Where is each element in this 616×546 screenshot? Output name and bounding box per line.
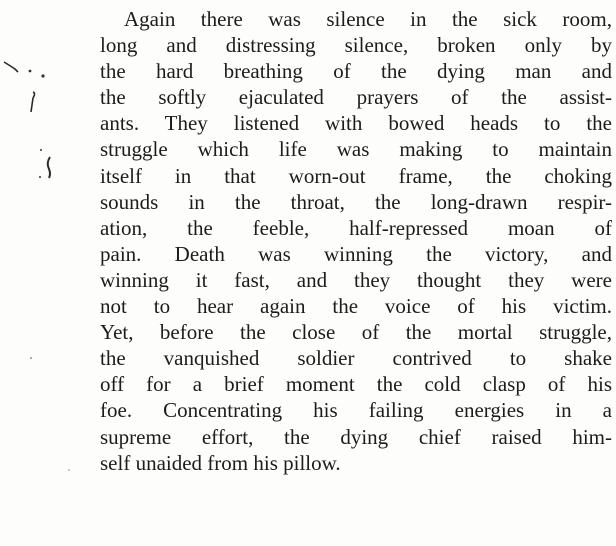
text-line: itself in that worn-out frame, the choking [100, 163, 612, 188]
text-line: winning it fast, and they thought they were [100, 267, 612, 292]
text-line: the hard breathing of the dying man and [100, 59, 612, 84]
ink-speck-mark [31, 92, 35, 112]
ink-speck-mark [4, 62, 18, 72]
margin-marks [0, 0, 80, 546]
text-line: not to hear again the voice of his victim. [100, 294, 612, 319]
text-line: Yet, before the close of the mortal struggle, [100, 320, 612, 345]
ink-speck-dot [39, 176, 41, 178]
text-line: sounds in the throat, the long-drawn respir- [100, 189, 612, 214]
text-line: long and distressing silence, broken only by [100, 33, 612, 58]
text-line: pain. Death was winning the victory, and [100, 241, 612, 266]
text-line: the vanquished soldier contrived to shake [100, 346, 612, 371]
body-paragraph [100, 6, 612, 476]
ink-speck-dot [68, 469, 70, 471]
text-line: supreme effort, the dying chief raised him- [100, 424, 612, 449]
text-line: off for a brief moment the cold clasp of his [100, 372, 612, 397]
ink-speck-dot [41, 74, 44, 77]
ink-speck-dot [30, 357, 32, 359]
text-line: foe. Concentrating his failing energies in a [100, 398, 612, 423]
ink-speck-mark [48, 157, 50, 178]
text-line: the softly ejaculated prayers of the assist- [100, 85, 612, 110]
text-line: struggle which life was making to maintain [100, 137, 612, 162]
text-line: Again there was silence in the sick room, [124, 7, 612, 31]
text-line: ants. They listened with bowed heads to the [100, 111, 612, 136]
text-line: ation, the feeble, half-repressed moan of [100, 215, 612, 240]
text-line: self unaided from his pillow. [100, 450, 341, 475]
ink-speck-dot [40, 149, 42, 151]
ink-speck-dot [29, 70, 32, 73]
